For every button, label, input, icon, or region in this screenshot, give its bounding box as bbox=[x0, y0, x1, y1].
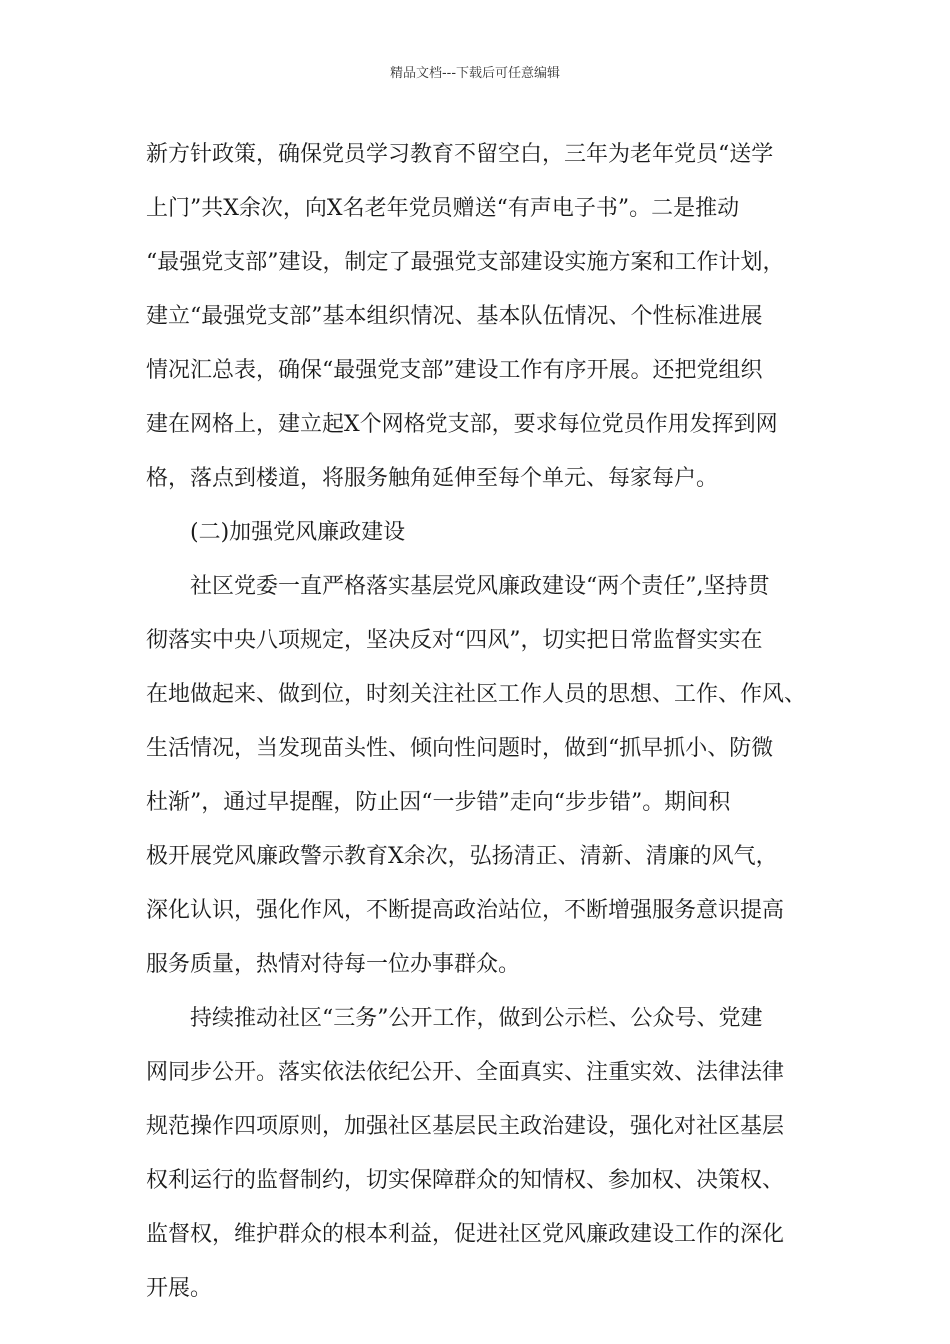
text-line: 上门”共X余次，向X名老年党员赠送“有声电子书”。二是推动 bbox=[146, 196, 740, 221]
text-line: “最强党支部”建设，制定了最强党支部建设实施方案和工作计划， bbox=[146, 250, 785, 275]
text-line: 新方针政策，确保党员学习教育不留空白，三年为老年党员“送学 bbox=[146, 142, 774, 167]
text-line: 开展。 bbox=[146, 1276, 213, 1301]
text-line: 规范操作四项原则，加强社区基层民主政治建设，强化对社区基层 bbox=[146, 1114, 785, 1139]
page-header: 精品文档---下载后可任意编辑 bbox=[389, 66, 561, 81]
text-line: 杜渐”，通过早提醒，防止因“一步错”走向“步步错”。期间积 bbox=[146, 790, 731, 815]
text-line: 监督权，维护群众的根本利益，促进社区党风廉政建设工作的深化 bbox=[146, 1222, 785, 1247]
document-body bbox=[146, 128, 826, 1316]
text-line: 权利运行的监督制约，切实保障群众的知情权、参加权、决策权、 bbox=[146, 1168, 785, 1193]
text-line: 持续推动社区“三务”公开工作，做到公示栏、公众号、党建 bbox=[190, 1006, 763, 1031]
text-line: 社区党委一直严格落实基层党风廉政建设“两个责任”,坚持贯 bbox=[190, 574, 770, 599]
text-line: 情况汇总表，确保“最强党支部”建设工作有序开展。还把党组织 bbox=[146, 358, 763, 383]
text-line: 建立“最强党支部”基本组织情况、基本队伍情况、个性标准进展 bbox=[146, 304, 763, 329]
text-line: 深化认识，强化作风，不断提高政治站位，不断增强服务意识提高 bbox=[146, 898, 785, 923]
text-line: 生活情况，当发现苗头性、倾向性问题时，做到“抓早抓小、防微 bbox=[146, 736, 774, 761]
text-line: 极开展党风廉政警示教育X余次，弘扬清正、清新、清廉的风气， bbox=[146, 844, 778, 869]
text-line: 建在网格上，建立起X个网格党支部，要求每位党员作用发挥到网 bbox=[146, 412, 778, 437]
text-line: 网同步公开。落实依法依纪公开、全面真实、注重实效、法律法律 bbox=[146, 1060, 785, 1085]
text-line: 彻落实中央八项规定，坚决反对“四风”，切实把日常监督实实在 bbox=[146, 628, 763, 653]
section-heading: (二)加强党风廉政建设 bbox=[190, 520, 406, 545]
text-line: 格，落点到楼道，将服务触角延伸至每个单元、每家每户。 bbox=[146, 466, 719, 491]
text-line: 服务质量，热情对待每一位办事群众。 bbox=[146, 952, 521, 977]
text-line: 在地做起来、做到位，时刻关注社区工作人员的思想、工作、作风、 bbox=[146, 682, 807, 707]
